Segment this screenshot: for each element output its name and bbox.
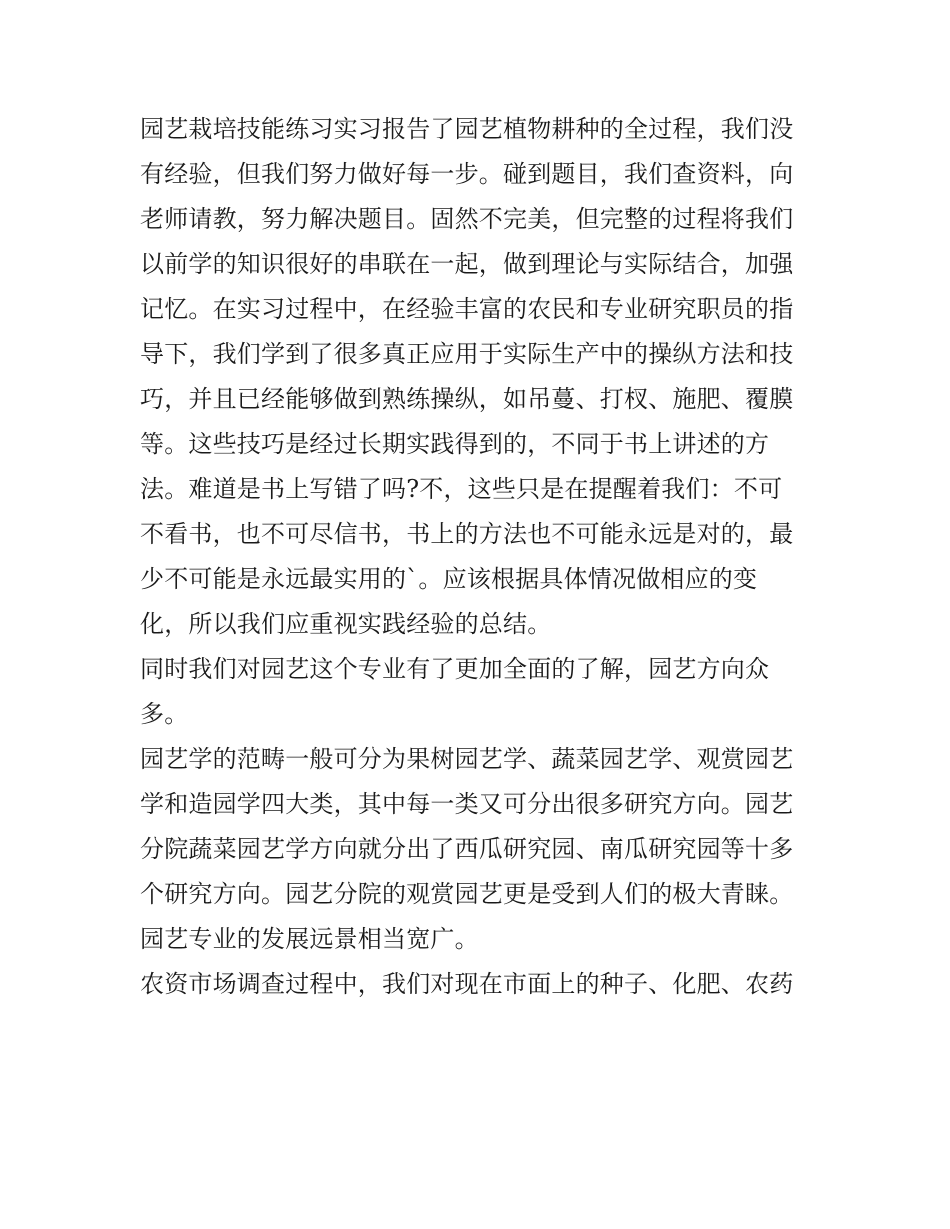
text-line: 同时我们对园艺这个专业有了更加全面的了解，园艺方向众 bbox=[140, 655, 770, 683]
text-line: 学和造园学四大类，其中每一类又可分出很多研究方向。园艺 bbox=[140, 790, 794, 818]
text-line: 老师请教，努力解决题目。固然不完美，但完整的过程将我们 bbox=[140, 205, 794, 233]
text-line: 个研究方向。园艺分院的观赏园艺更是受到人们的极大青睐。 bbox=[140, 880, 794, 908]
text-line: 记忆。在实习过程中，在经验丰富的农民和专业研究职员的指 bbox=[140, 295, 794, 323]
text-line: 等。这些技巧是经过长期实践得到的，不同于书上讲述的方 bbox=[140, 430, 770, 458]
text-line: 以前学的知识很好的串联在一起，做到理论与实际结合，加强 bbox=[140, 250, 794, 278]
text-line: 法。难道是书上写错了吗?不，这些只是在提醒着我们：不可 bbox=[140, 475, 783, 503]
text-line: 园艺专业的发展远景相当宽广。 bbox=[140, 925, 479, 953]
text-line: 导下，我们学到了很多真正应用于实际生产中的操纵方法和技 bbox=[140, 340, 794, 368]
text-line: 农资市场调查过程中，我们对现在市面上的种子、化肥、农药 bbox=[140, 970, 794, 998]
text-line: 园艺栽培技能练习实习报告了园艺植物耕种的全过程，我们没 bbox=[140, 115, 794, 143]
text-line: 多。 bbox=[140, 700, 189, 728]
text-line: 少不可能是永远最实用的`。应该根据具体情况做相应的变 bbox=[140, 565, 758, 593]
text-line: 园艺学的范畴一般可分为果树园艺学、蔬菜园艺学、观赏园艺 bbox=[140, 745, 794, 773]
text-line: 不看书，也不可尽信书，书上的方法也不可能永远是对的，最 bbox=[140, 520, 794, 548]
text-line: 巧，并且已经能够做到熟练操纵，如吊蔓、打杈、施肥、覆膜 bbox=[140, 385, 794, 413]
body-text bbox=[140, 107, 820, 1007]
text-line: 分院蔬菜园艺学方向就分出了西瓜研究园、南瓜研究园等十多 bbox=[140, 835, 794, 863]
text-line: 化，所以我们应重视实践经验的总结。 bbox=[140, 610, 552, 638]
text-line: 有经验，但我们努力做好每一步。碰到题目，我们查资料，向 bbox=[140, 160, 794, 188]
